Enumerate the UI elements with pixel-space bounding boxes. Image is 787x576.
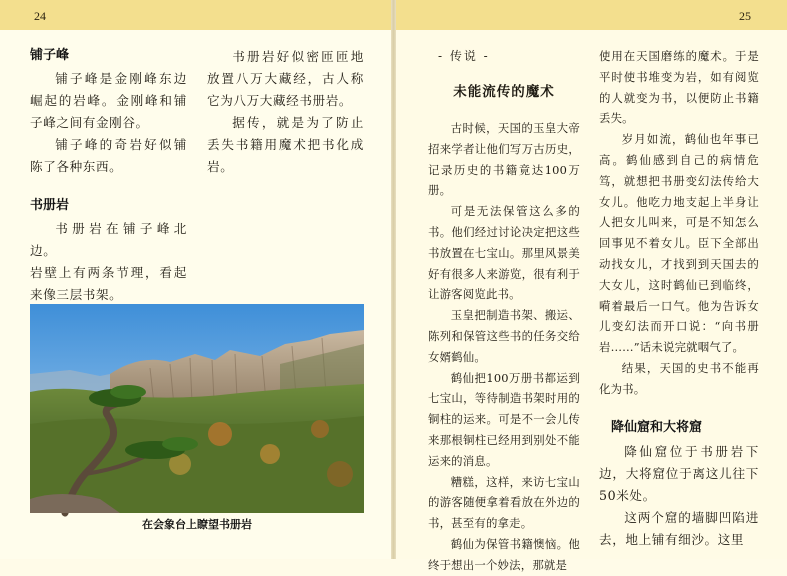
paragraph: 降仙窟位于书册岩下边，大将窟位于离这儿往下50米处。 — [599, 443, 759, 503]
right-page-header-band — [396, 0, 787, 30]
left-column-2 — [207, 46, 364, 178]
section-title-jiangxianku: 降仙窟和大将窟 — [611, 419, 703, 435]
right-page — [396, 0, 787, 572]
left-column-1 — [30, 46, 187, 306]
section-label-legend: - 传说 - — [438, 49, 490, 63]
right-column-2 — [599, 46, 759, 551]
paragraph: 糟糕，这样，来访七宝山的游客随便拿着看放在外边的书，甚至有的拿走。 — [428, 474, 580, 531]
paragraph: 铺子峰是金刚峰东边崛起的岩峰。金刚峰和铺子峰之间有金刚谷。 — [30, 71, 187, 130]
story-title: 未能流传的魔术 — [453, 84, 555, 100]
paragraph: 结果，天国的史书不能再化为书。 — [599, 360, 759, 396]
paragraph: 据传，就是为了防止丢失书籍用魔术把书化成岩。 — [207, 115, 364, 174]
paragraph: 玉皇把制造书架、搬运、陈列和保管这些书的任务交给女婿鹤仙。 — [428, 308, 580, 364]
left-page-header-band — [0, 0, 391, 30]
paragraph: 岩壁上有两条节理，看起来像三层书架。 — [30, 265, 187, 302]
mountain-pine-illustration — [30, 304, 364, 513]
section-title-puzifeng: 铺子峰 — [30, 48, 70, 63]
paragraph: 铺子峰的奇岩好似铺陈了各种东西。 — [30, 137, 187, 174]
paragraph: 可是无法保管这么多的书。他们经过讨论决定把这些书放置在七宝山。那里风景美好有很多人来游览，很有利于让游客阅览此书。 — [428, 204, 580, 302]
paragraph: 书册岩好似密匝匝地放置八万大藏经，古人称它为八万大藏经书册岩。 — [207, 49, 364, 108]
paragraph: 古时候，天国的玉皇大帝招来学者让他们写万古历史，记录历史的书籍竟达100万册。 — [428, 121, 580, 198]
left-page — [0, 0, 391, 559]
right-page-number: 25 — [739, 9, 751, 23]
landscape-photo — [30, 304, 364, 513]
section-title-shuceyan: 书册岩 — [30, 198, 70, 213]
left-page-number: 24 — [34, 9, 46, 23]
paragraph: 岁月如流，鹤仙也年事已高。鹤仙感到自己的病情危笃，就想把书册变幻法传给大女儿。他吃力地支起上半身让人把女儿叫来，可是不知怎么回事见不着女儿。臣下全部出动找女儿，才找到到天国去的大女儿，这时鹤仙已到临终，嗬着最后一口气。他为告诉女儿变幻法而开口说：“向书册岩……”话未说完就咽气了。 — [599, 132, 759, 355]
paragraph: 鹤仙把100万册书都运到七宝山，等待制造书架时用的铜柱的运来。可是不一会儿传来那根铜柱已经用到别处不能运来的消息。 — [428, 370, 580, 468]
paragraph: 书册岩在铺子峰北边。 — [30, 221, 187, 258]
paragraph: 使用在天国磨练的魔术。于是平时使书堆变为岩，如有阅览的人就变为书，以便防止书籍丢失。 — [599, 49, 759, 126]
paragraph: 鹤仙为保管书籍懊恼。他终于想出一个妙法，那就是 — [428, 536, 580, 572]
photo-caption: 在会象台上瞭望书册岩 — [142, 518, 252, 531]
paragraph: 这两个窟的墙脚凹陷进去，地上铺有细沙。这里 — [599, 509, 759, 547]
right-column-1 — [428, 46, 580, 576]
